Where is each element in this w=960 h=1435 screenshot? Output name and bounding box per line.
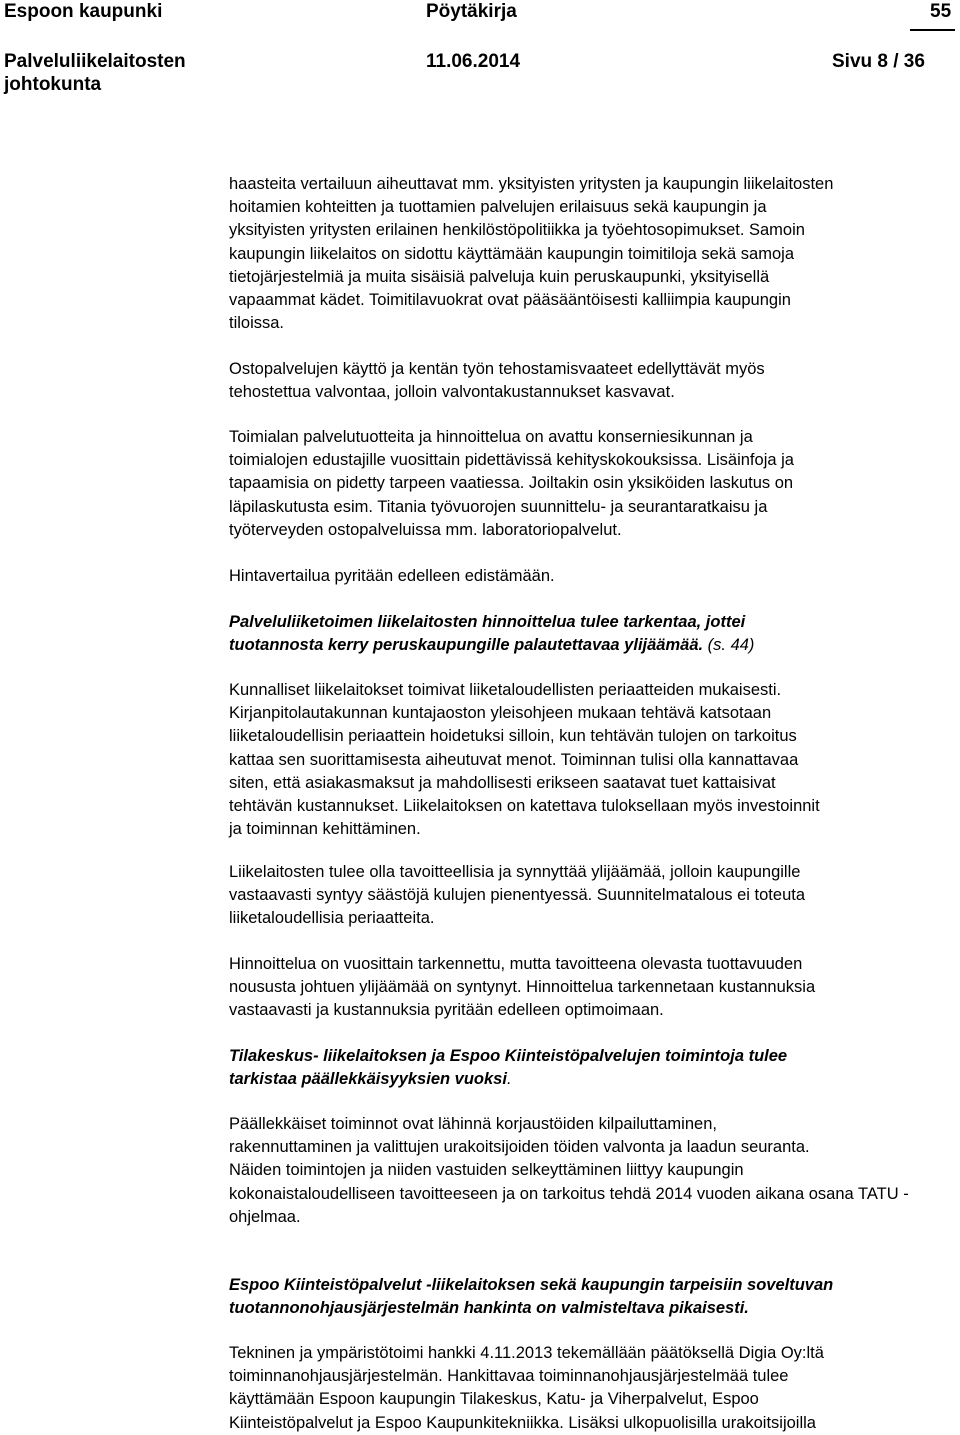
text-line: Tekninen ja ympäristötoimi hankki 4.11.2013 tekemällään päätöksellä Digia Oy:ltä — [229, 1344, 824, 1362]
unit-name-line-2: johtokunta — [4, 74, 102, 95]
text-line: Kunnalliset liikelaitokset toimivat liiketaloudellisten periaatteiden mukaisesti. — [229, 681, 782, 699]
text-line: tapaamisia on pidetty tarpeen vaatiessa. Joiltakin osin yksiköiden laskutus on — [229, 474, 794, 493]
heading-production-system — [229, 1274, 833, 1320]
paragraph-erp-procurement — [229, 1342, 824, 1435]
organization-name: Espoon kaupunki — [4, 1, 163, 22]
paragraph-business-principles — [229, 679, 820, 841]
unit-name-line-1: Palveluliikelaitosten — [4, 51, 186, 72]
text-line: kaupungin liikelaitos on sidottu käyttämään kaupungin toimitiloja sekä samoja — [229, 244, 794, 263]
meeting-date: 11.06.2014 — [426, 51, 521, 72]
text-line: noususta johtuen ylijäämää on syntynyt. Hinnoittelua tarkennetaan kustannuksia — [229, 978, 816, 997]
text-line: Kirjanpitolautakunnan kuntajaoston yleisohjeen mukaan tehtävä katsotaan — [229, 704, 772, 723]
heading-line: Tilakeskus- liikelaitoksen ja Espoo Kiinteistöpalvelujen toimintoja tulee — [229, 1047, 788, 1065]
document-type: Pöytäkirja — [426, 1, 517, 22]
section-number-underline — [910, 29, 955, 31]
text-line: haasteita vertailuun aiheuttavat mm. yksityisten yritysten ja kaupungin liikelaitosten — [229, 175, 834, 193]
text-line: työterveyden ostopalveluissa mm. laboratoriopalvelut. — [229, 520, 622, 539]
text-line: Näiden toimintojen ja niiden vastuiden selkeyttäminen liittyy kaupungin — [229, 1161, 744, 1180]
page-indicator: Sivu 8 / 36 — [832, 51, 925, 72]
text-line: käyttämään Espoon kaupungin Tilakeskus, Katu- ja Viherpalvelut, Espoo — [229, 1390, 759, 1409]
heading-line: tuotannonohjausjärjestelmän hankinta on valmisteltava pikaisesti. — [229, 1299, 749, 1318]
heading-line — [229, 1068, 787, 1091]
text-line: Kiinteistöpalvelut ja Espoo Kaupunkitekniikka. Lisäksi ulkopuolisilla urakoitsijoilla — [229, 1413, 816, 1432]
paragraph-overlapping-functions — [229, 1113, 909, 1229]
text-line: kokonaistaloudelliseen tavoitteeseen ja on tarkoitus tehdä 2014 vuoden aikana osana TATU - — [229, 1184, 909, 1203]
text-line: Ostopalvelujen käyttö ja kentän työn tehostamisvaateet edellyttävät myös — [229, 360, 765, 378]
heading-text: tuotannosta kerry peruskaupungille palautettavaa ylijäämää. — [229, 636, 704, 655]
text-line: ohjelmaa. — [229, 1207, 301, 1226]
text-line: läpilaskutusta esim. Titania työvuorojen suunnittelu- ja seurantaratkaisu ja — [229, 497, 768, 516]
text-line: tiloissa. — [229, 314, 285, 333]
heading-overlap-review — [229, 1045, 787, 1091]
heading-line: Espoo Kiinteistöpalvelut -liikelaitoksen sekä kaupungin tarpeisiin soveltuvan — [229, 1276, 834, 1294]
text-line: yksityisten yritysten erilainen henkilöstöpolitiikka ja työehtosopimukset. Samoin — [229, 221, 805, 240]
text-line: tehostettua valvontaa, jolloin valvontakustannukset kasvavat. — [229, 383, 675, 402]
text-line: Liikelaitosten tulee olla tavoitteellisia ja synnyttää ylijäämää, jolloin kaupungille — [229, 863, 801, 881]
text-line: tehtävän kustannukset. Liikelaitoksen on katettava tuloksellaan myös investoinnit — [229, 797, 820, 816]
heading-pricing-clarification — [229, 611, 754, 657]
text-line: Hintavertailua pyritään edelleen edistämään. — [229, 567, 555, 585]
page-reference: (s. 44) — [703, 636, 755, 655]
heading-line — [229, 634, 754, 657]
paragraph-comparison-challenges — [229, 173, 957, 335]
section-number: 55 — [930, 1, 952, 22]
text-line: tietojärjestelmiä ja muita sisäisiä palveluja kuin peruskaupunki, yksityisellä — [229, 267, 770, 286]
text-line: Toimialan palvelutuotteita ja hinnoittelua on avattu konserniesikunnan ja — [229, 428, 753, 446]
text-line: vastaavasti syntyy säästöjä kulujen pienentyessä. Suunnitelmatalous ei toteuta — [229, 886, 806, 905]
text-line: vastaavasti ja kustannuksia pyritään edelleen optimoimaan. — [229, 1001, 664, 1020]
text-line: toimialojen edustajille vuosittain pidettävissä kehityskokouksissa. Lisäinfoja ja — [229, 451, 794, 470]
text-line: rakennuttaminen ja valittujen urakoitsijoiden töiden valvonta ja laadun seuranta. — [229, 1138, 810, 1157]
text-line: hoitamien kohteitten ja tuottamien palvelujen erilaisuus sekä kaupungin ja — [229, 198, 767, 217]
text-line: Päällekkäiset toiminnot ovat lähinnä korjaustöiden kilpailuttaminen, — [229, 1115, 717, 1133]
heading-line: Palveluliiketoimen liikelaitosten hinnoittelua tulee tarkentaa, jottei — [229, 613, 746, 631]
text-line: ja toiminnan kehittäminen. — [229, 820, 421, 839]
paragraph-price-comparison — [229, 565, 555, 588]
paragraph-outsourcing-supervision — [229, 358, 765, 404]
text-line: siten, että asiakasmaksut ja mahdollisesti erikseen saatavat tuet kattaisivat — [229, 773, 776, 792]
heading-punctuation: . — [506, 1070, 512, 1089]
text-line: toiminnanohjausjärjestelmän. Hankittavaa toiminnanohjausjärjestelmää tulee — [229, 1367, 789, 1386]
paragraph-pricing-refinement — [229, 953, 815, 1023]
text-line: liiketaloudellisin periaattein hoidetuksi silloin, kun tehtävän tulojen on tarkoitus — [229, 727, 797, 746]
heading-text: tarkistaa päällekkäisyyksien vuoksi — [229, 1070, 507, 1089]
text-line: kattaa sen suorittamisesta aiheutuvat menot. Toiminnan tulisi olla kannattavaa — [229, 750, 799, 769]
paragraph-service-pricing — [229, 426, 794, 542]
paragraph-surplus-goals — [229, 861, 805, 931]
text-line: liiketaloudellisia periaatteita. — [229, 909, 435, 928]
document-body — [229, 173, 957, 1432]
text-line: Hinnoittelua on vuosittain tarkennettu, mutta tavoitteena olevasta tuottavuuden — [229, 955, 803, 973]
text-line: vapaammat kädet. Toimitilavuokrat ovat pääsääntöisesti kalliimpia kaupungin — [229, 291, 791, 310]
